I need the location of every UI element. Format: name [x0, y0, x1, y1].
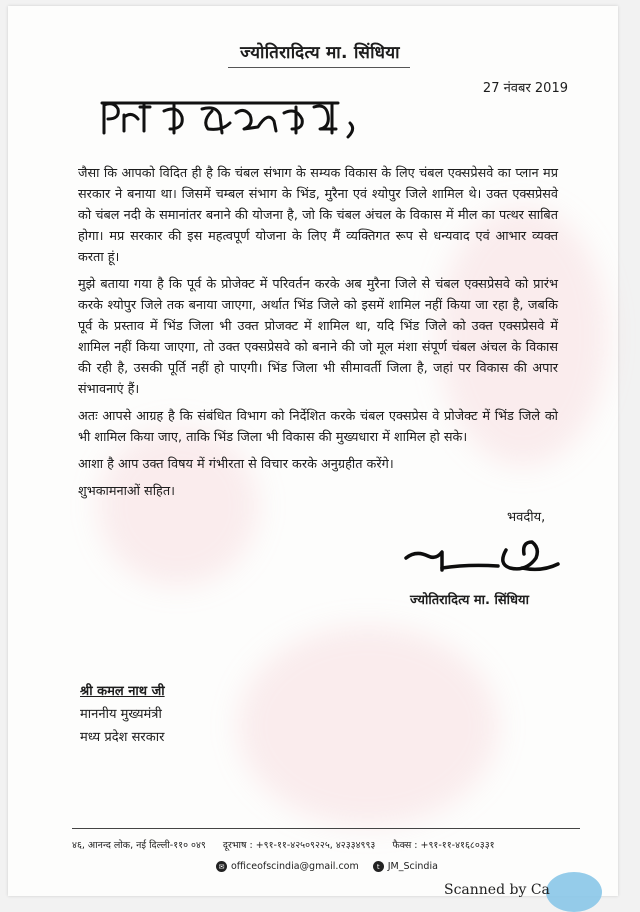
footer-address-line	[72, 838, 509, 851]
footer-address: ४६, आनन्द लोक, नई दिल्ली-११० ०४९	[72, 840, 206, 851]
signer-name: ज्योतिरादित्य मा. सिंधिया	[410, 593, 529, 608]
scan-watermark: Scanned by Ca	[444, 882, 550, 898]
valediction: भवदीय,	[507, 510, 546, 525]
recipient-office: मध्य प्रदेश सरकार	[80, 730, 165, 745]
salutation-handwriting	[98, 93, 358, 139]
letterhead-name: ज्योतिरादित्य मा. सिंधिया	[240, 43, 400, 63]
closing-line: शुभकामनाओं सहित।	[78, 484, 175, 499]
body-paragraph-1: जैसा कि आपको विदित ही है कि चंबल संभाग के सम्यक विकास के लिए चंबल एक्सप्रेसवे का प्लान मप्र सरकार ने बनाया था। जिसमें चम्बल संभाग के भिंड, मुरैना एवं श्योपुर जिले शामिल थे। उक्त एक्सप्रेसवे को चंबल नदी के समानांतर बनाने की योजना है, जो कि चंबल अंचल के विकास में मील का पत्थर साबित होगा। मप्र सरकार की इस महत्वपूर्ण योजना के लिए मैं व्यक्तिगत रूप से धन्यवाद एवं आभार व्यक्त करता हूं।	[78, 166, 558, 265]
body-paragraph-3: अतः आपसे आग्रह है कि संबंधित विभाग को निर्देशित करके चंबल एक्सप्रेस वे प्रोजेक्ट में भिंड जिले को भी शामिल किया जाए, ताकि भिंड जिला भी विकास की मुख्यधारा में शामिल हो सके।	[78, 409, 558, 445]
footer-twitter-item[interactable]	[373, 861, 438, 872]
handwritten-signature	[402, 528, 562, 588]
handwritten-salutation	[98, 93, 358, 143]
recipient-title: माननीय मुख्यमंत्री	[80, 707, 162, 722]
recipient-block	[80, 680, 165, 749]
twitter-icon: t	[373, 861, 384, 872]
camscanner-badge	[546, 872, 602, 912]
footer-phone: दूरभाष : +९१-११-४२५०९२२५, ४२३३४९९३	[222, 840, 376, 851]
paper-stain	[238, 626, 498, 826]
footer-divider	[72, 828, 580, 829]
footer-fax: फैक्स : +९१-११-४१६८०३३१	[392, 840, 495, 851]
footer-email-item[interactable]	[216, 861, 359, 872]
letterhead-divider	[228, 67, 410, 68]
footer-contact-line	[216, 861, 438, 872]
body-paragraph-4: आशा है आप उक्त विषय में गंभीरता से विचार करके अनुग्रहीत करेंगे।	[78, 457, 394, 472]
letter-body	[78, 163, 558, 508]
footer-social-handle[interactable]: JM_Scindia	[387, 861, 438, 872]
email-icon: ✉	[216, 861, 227, 872]
recipient-name: श्री कमल नाथ जी	[80, 684, 165, 699]
footer-email[interactable]: officeofscindia@gmail.com	[231, 861, 359, 872]
letter-date: 27 नंवबर 2019	[482, 81, 568, 96]
signature-mark	[402, 528, 562, 584]
body-paragraph-2: मुझे बताया गया है कि पूर्व के प्रोजेक्ट में परिवर्तन करके अब मुरैना जिले से चंबल एक्सप्रेसवे को प्रारंभ करके श्योपुर जिले तक बनाया जाएगा, अर्थात भिंड जिले को इसमें शामिल नहीं किया जा रहा है, जबकि पूर्व के प्रस्ताव में भिंड जिला भी उक्त प्रोजक्ट में शामिल था, यदि भिंड जिले को उक्त एक्सप्रेसवे में शामिल नहीं किया जाएगा, तो उक्त एक्सप्रेसवे को बनाने की जो मूल मंशा संपूर्ण चंबल अंचल के विकास की रही है, उसकी पूर्ति नहीं हो पाएगी। भिंड जिला भी सीमावर्ती जिला है, जहां पर विकास की अपार संभावनाएं हैं।	[78, 277, 558, 397]
